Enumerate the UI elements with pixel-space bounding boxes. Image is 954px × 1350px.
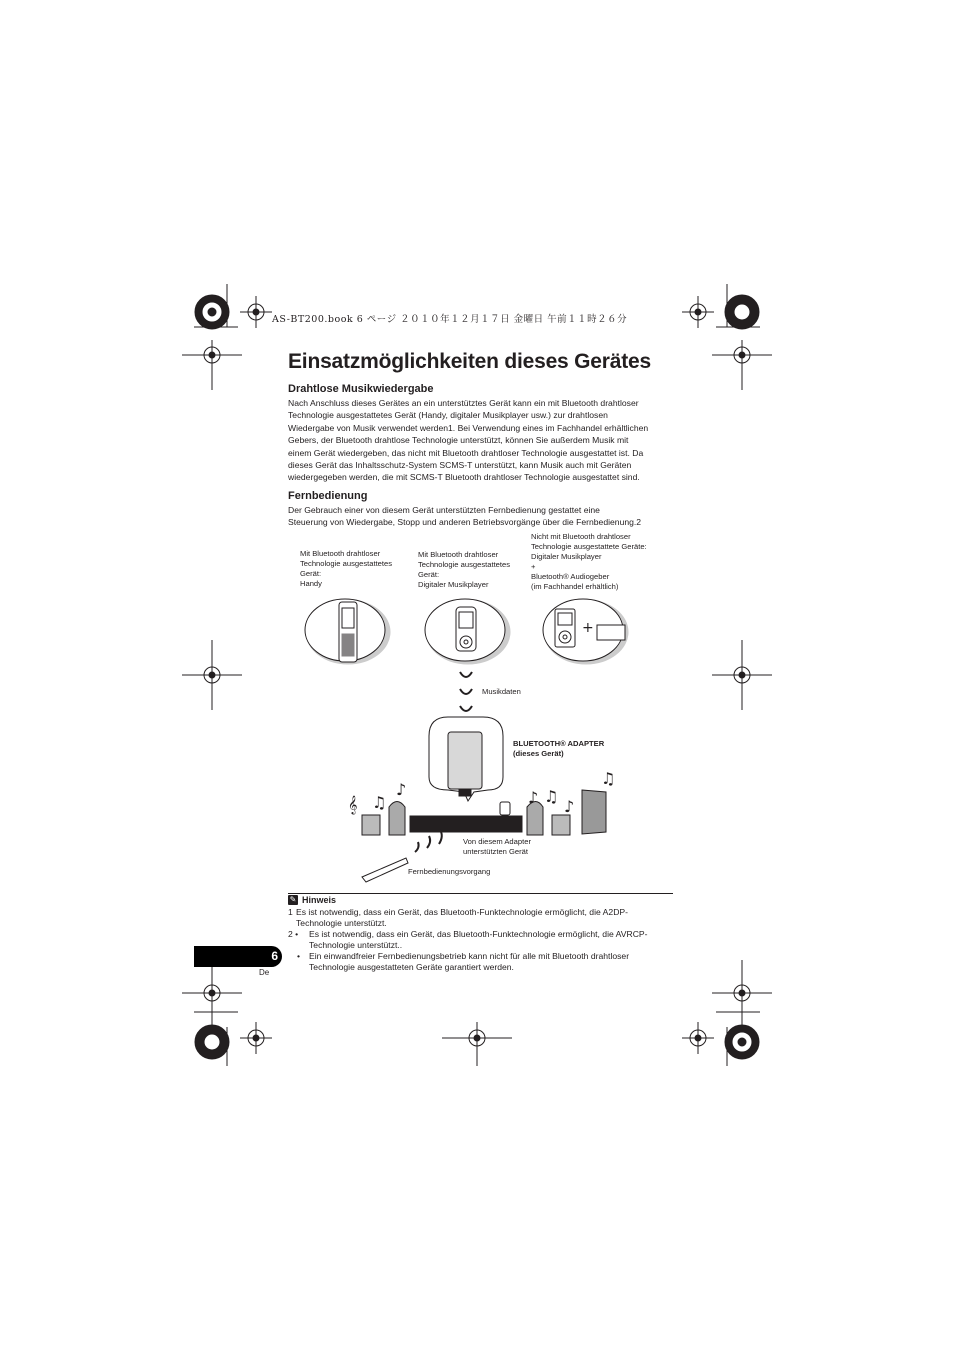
label-supported-device: Von diesem Adapter unterstützten Gerät [463, 837, 531, 856]
body-line: wiedergegeben werden, die mit SCMS-T Bluetooth drahtloser Technologie ausgestattet sind. [288, 472, 640, 483]
section-body-remote [288, 504, 678, 529]
treble-clef-icon: 𝄞 [348, 795, 358, 814]
music-note-icon: ♪ [564, 797, 575, 816]
music-note-icon: ♫ [601, 769, 616, 788]
crosshair-mark [442, 1022, 512, 1066]
crosshair-mark [182, 960, 242, 1025]
section-heading-wireless: Drahtlose Musikwiedergabe [288, 383, 434, 395]
music-player-icon [425, 599, 510, 664]
page-title: Einsatzmöglichkeiten dieses Gerätes [288, 350, 651, 373]
note-divider [288, 893, 673, 894]
label-adapter: BLUETOOTH® ADAPTER (dieses Gerät) [513, 739, 605, 758]
music-note-icon: ♪ [528, 788, 539, 807]
note-item-2b: Ein einwandfreier Fernbedienungsbetrieb kann nicht für alle mit Bluetooth drahtloser Technologie ausgestatteten Geräte garantiert werden. [309, 951, 630, 972]
note-item-2a: Es ist notwendig, dass ein Gerät, das Bluetooth-Funktechnologie ermöglicht, die AVRCP- Technologie unterstützt.. [309, 929, 648, 950]
music-note-icon: ♫ [544, 787, 559, 806]
phone-icon [305, 599, 390, 664]
print-header: AS-BT200.book 6 ページ ２０１０年１２月１７日 金曜日 午前１１時２６分 [272, 314, 628, 325]
note-item-1: Es ist notwendig, dass ein Gerät, das Bluetooth-Funktechnologie ermöglicht, die A2DP- Technologie unterstützt. [296, 907, 628, 928]
adapter-icon [429, 717, 503, 801]
chevron-down-icon [460, 672, 472, 711]
label-non-bt: Nicht mit Bluetooth drahtloser Technologie ausgestattete Geräte: Digitaler Musikplayer + Bluetooth® Audiogeber (im Fachhandel erhältlich) [531, 532, 647, 591]
plus-sign: + [582, 620, 594, 636]
sunburst-mark [195, 1025, 229, 1059]
crosshair-mark [712, 340, 772, 390]
language-code: De [259, 968, 270, 977]
body-line: Steuerung von Wiedergabe, Stopp und anderen Betriebsvorgänge über die Fernbedienung.2 [288, 517, 642, 528]
av-receiver-icon [410, 802, 522, 832]
body-line: einem Gerät wiedergeben, das nicht mit Bluetooth drahtloser Technologie ausgestattet ist. Da [288, 447, 644, 458]
crosshair-mark [712, 960, 772, 1025]
crosshair-mark [712, 640, 772, 710]
label-music-data: Musikdaten [482, 687, 521, 696]
music-note-icon: ♫ [372, 793, 387, 812]
crosshair-mark [682, 1022, 714, 1054]
page-number: 6 [271, 949, 278, 963]
body-line: Nach Anschluss dieses Gerätes an ein unterstütztes Gerät kann ein mit Bluetooth drahtloser [288, 398, 639, 408]
note-heading: ✎ Hinweis [289, 895, 337, 905]
sunburst-mark [725, 1025, 759, 1059]
label-phone: Mit Bluetooth drahtloser Technologie ausgestattetes Gerät: Handy [300, 549, 393, 588]
music-note-icon: ♪ [396, 780, 407, 799]
body-line: Gebers, der Bluetooth drahtlose Technologie unterstützt, können Sie außerdem Musik mit [288, 435, 629, 446]
crosshair-mark [240, 296, 272, 328]
crosshair-mark [182, 340, 242, 390]
sunburst-mark [195, 295, 229, 329]
crosshair-mark [240, 1022, 272, 1054]
section-heading-remote: Fernbedienung [288, 490, 368, 502]
body-line: Der Gebrauch einer von diesem Gerät unterstützten Fernbedienung gestattet eine [288, 505, 600, 515]
body-line: Technologie ausgestattetes Gerät (Handy, digitaler Musikplayer usw.) zur drahtlosen [288, 410, 608, 421]
note-number: 1 [288, 907, 293, 917]
body-line: Wiedergabe von Musik verwendet werden1. Bei Verwendung eines im Fachhandel erhältlichen [288, 422, 649, 433]
note-number: 2 • [288, 929, 299, 939]
crosshair-mark [182, 640, 242, 710]
label-remote-operation: Fernbedienungsvorgang [408, 867, 491, 876]
pencil-icon: ✎ [289, 895, 297, 904]
body-line: dieses Gerät das Inhaltsschutz-System SCMS-T unterstützt, kann Musik auch mit Geräten [288, 460, 632, 471]
label-player: Mit Bluetooth drahtloser Technologie ausgestattetes Gerät: Digitaler Musikplayer [418, 550, 511, 589]
section-body-wireless [288, 397, 678, 484]
sunburst-mark [725, 295, 759, 329]
crosshair-mark [682, 296, 714, 328]
note-bullet: • [297, 951, 301, 961]
